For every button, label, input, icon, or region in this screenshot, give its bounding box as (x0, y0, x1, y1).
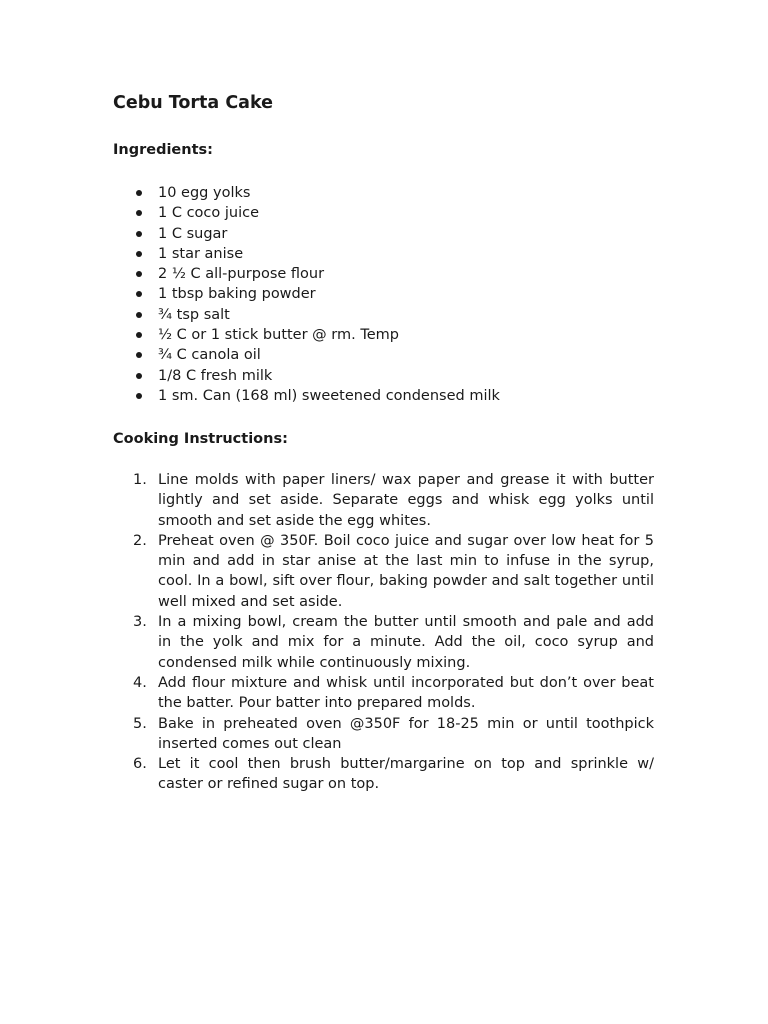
bullet-icon (136, 231, 142, 237)
ingredient-text: ¾ C canola oil (158, 347, 261, 364)
ingredient-item (0, 284, 500, 304)
ingredient-item (0, 203, 500, 223)
instruction-step (0, 673, 654, 714)
ingredient-text: 1/8 C fresh milk (158, 367, 273, 384)
ingredient-item (0, 345, 500, 365)
ingredient-text: ¾ tsp salt (158, 306, 230, 323)
bullet-icon (136, 271, 142, 277)
bullet-icon (136, 251, 142, 257)
step-text: Preheat oven @ 350F. Boil coco juice and sugar over low heat for 5 min and add in star anise at the last min to infuse in the syrup, cool. In a bowl, sift over flour, baking powder and salt together until well mixed and set aside. (158, 532, 654, 610)
recipe-title: Cebu Torta Cake (113, 93, 274, 113)
instruction-step (0, 531, 654, 612)
step-number: 2. (133, 532, 147, 549)
ingredient-text: 1 C coco juice (158, 205, 260, 222)
step-number: 3. (133, 614, 147, 631)
step-text: Line molds with paper liners/ wax paper and grease it with butter lightly and set aside. Separate eggs and whisk egg yolks until smooth and set aside the egg whites. (158, 472, 654, 529)
bullet-icon (136, 210, 142, 216)
instruction-step (0, 754, 654, 795)
ingredient-item (0, 325, 500, 345)
bullet-icon (136, 190, 142, 196)
ingredient-text: 1 tbsp baking powder (158, 286, 316, 303)
bullet-icon (136, 393, 142, 399)
bullet-icon (136, 291, 142, 297)
step-text: Let it cool then brush butter/margarine on top and sprinkle w/ caster or refined sugar on top. (158, 756, 654, 793)
instruction-list (0, 470, 768, 795)
ingredient-text: 10 egg yolks (158, 185, 251, 201)
ingredient-item (0, 244, 500, 264)
instruction-step (0, 612, 654, 673)
step-text: Bake in preheated oven @350F for 18-25 min or until toothpick inserted comes out clean (158, 715, 654, 752)
bullet-icon (136, 373, 142, 379)
step-text: Add flour mixture and whisk until incorporated but don’t over beat the batter. Pour batter into prepared molds. (158, 674, 654, 712)
step-number: 1. (133, 472, 147, 488)
bullet-icon (136, 312, 142, 318)
ingredient-item (0, 224, 500, 244)
ingredient-item (0, 305, 500, 325)
cooking-instructions-heading: Cooking Instructions: (113, 431, 288, 447)
ingredient-text: 1 sm. Can (168 ml) sweetened condensed milk (158, 387, 500, 404)
instruction-step (0, 470, 654, 531)
bullet-icon (136, 352, 142, 358)
ingredient-text: ½ C or 1 stick butter @ rm. Temp (158, 327, 399, 344)
instruction-step (0, 714, 654, 755)
ingredients-heading: Ingredients: (113, 142, 213, 158)
step-number: 4. (133, 674, 147, 691)
ingredient-text: 2 ½ C all-purpose flour (158, 266, 325, 283)
ingredient-item (0, 366, 500, 386)
step-number: 6. (133, 756, 147, 773)
ingredient-list (0, 183, 500, 406)
ingredient-item (0, 264, 500, 284)
step-number: 5. (133, 715, 147, 732)
ingredient-item (0, 386, 500, 406)
bullet-icon (136, 332, 142, 338)
ingredient-text: 1 C sugar (158, 225, 228, 242)
step-text: In a mixing bowl, cream the butter until smooth and pale and add in the yolk and mix for a minute. Add the oil, coco syrup and condensed milk while continuously mixing. (158, 614, 654, 671)
ingredient-item (0, 183, 500, 203)
ingredient-text: 1 star anise (158, 245, 244, 262)
